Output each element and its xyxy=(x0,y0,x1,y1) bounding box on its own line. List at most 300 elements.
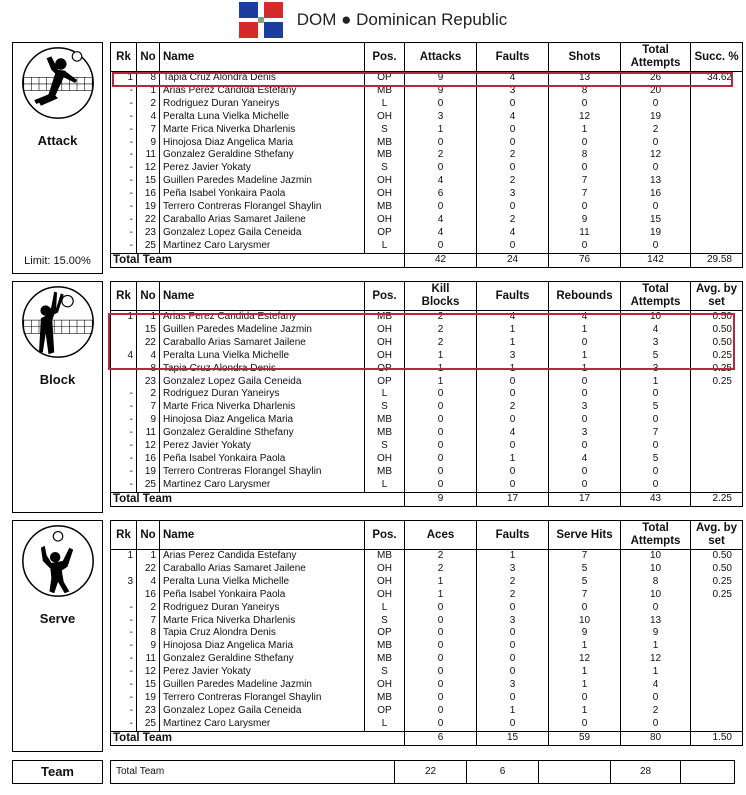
cell-no: 23 xyxy=(137,705,160,718)
cell-rk: - xyxy=(111,692,137,705)
cell-b: 1 xyxy=(477,705,549,718)
cell-b: 3 xyxy=(477,350,549,363)
cell-rk: - xyxy=(111,201,137,214)
cell-d: 15 xyxy=(621,214,691,227)
col-name: Name xyxy=(160,521,365,550)
page-header xyxy=(0,0,746,40)
cell-name: Peralta Luna Vielka Michelle xyxy=(160,350,365,363)
cell-e xyxy=(691,137,743,150)
cell-rk: 1 xyxy=(111,550,137,563)
cell-name: Rodriguez Duran Yaneirys xyxy=(160,602,365,615)
table-row xyxy=(111,201,743,214)
team-total-label: Total Team xyxy=(111,761,395,783)
cell-a: 0 xyxy=(405,414,477,427)
cell-b: 3 xyxy=(477,679,549,692)
cell-b: 0 xyxy=(477,376,549,389)
table-row xyxy=(111,124,743,137)
cell-e xyxy=(691,188,743,201)
serve-side-panel xyxy=(12,520,103,752)
cell-pos: L xyxy=(365,718,405,731)
table-row xyxy=(111,666,743,679)
cell-a: 0 xyxy=(405,718,477,731)
cell-c: 0 xyxy=(549,718,621,731)
page-title: DOM ● Dominican Republic xyxy=(296,10,508,29)
cell-no: 4 xyxy=(137,111,160,124)
cell-b: 0 xyxy=(477,124,549,137)
total-a: 42 xyxy=(405,253,477,267)
cell-no: 23 xyxy=(137,227,160,240)
cell-a: 0 xyxy=(405,615,477,628)
table-row xyxy=(111,175,743,188)
cell-name: Peralta Luna Vielka Michelle xyxy=(160,576,365,589)
table-row xyxy=(111,466,743,479)
cell-b: 0 xyxy=(477,640,549,653)
col-no: No xyxy=(137,521,160,550)
col-faults: Faults xyxy=(477,282,549,311)
cell-e: 0.25 xyxy=(712,349,732,361)
cell-e xyxy=(691,414,743,427)
team-total-a: 22 xyxy=(395,761,467,783)
cell-no: 2 xyxy=(137,602,160,615)
cell-rk xyxy=(111,324,137,337)
cell-e xyxy=(691,388,743,401)
cell-c: 7 xyxy=(549,188,621,201)
cell-c: 1 xyxy=(549,350,621,363)
cell-d: 12 xyxy=(621,149,691,162)
cell-e xyxy=(691,214,743,227)
cell-e xyxy=(691,466,743,479)
cell-pos: MB xyxy=(365,414,405,427)
table-header xyxy=(111,521,743,550)
cell-no: 16 xyxy=(137,453,160,466)
cell-no: 19 xyxy=(137,692,160,705)
cell-name: Perez Javier Yokaty xyxy=(160,666,365,679)
cell-e: 34.62 xyxy=(706,72,732,83)
cell-a: 0 xyxy=(405,479,477,492)
cell-name: Hinojosa Diaz Angelica Maria xyxy=(160,137,365,150)
cell-rk: - xyxy=(111,640,137,653)
cell-rk: - xyxy=(111,679,137,692)
total-e: 1.50 xyxy=(691,731,743,745)
cell-b: 3 xyxy=(477,85,549,98)
cell-pos: OH xyxy=(365,111,405,124)
cell-b: 0 xyxy=(477,240,549,253)
cell-b: 1 xyxy=(477,363,549,376)
cell-c: 0 xyxy=(549,201,621,214)
cell-name: Terrero Contreras Florangel Shaylin xyxy=(160,466,365,479)
cell-a: 3 xyxy=(405,111,477,124)
cell-rk: - xyxy=(111,705,137,718)
col-pos: Pos. xyxy=(365,43,405,72)
col-rk: Rk xyxy=(111,43,137,72)
cell-d: 1 xyxy=(621,640,691,653)
cell-name: Gonzalez Lopez Gaila Ceneida xyxy=(160,376,365,389)
cell-a: 0 xyxy=(405,466,477,479)
table-row xyxy=(111,149,743,162)
cell-b: 3 xyxy=(477,615,549,628)
cell-b: 0 xyxy=(477,627,549,640)
cell-rk: - xyxy=(111,162,137,175)
cell-d: 0 xyxy=(621,137,691,150)
cell-d: 19 xyxy=(621,227,691,240)
cell-a: 0 xyxy=(405,240,477,253)
cell-rk: - xyxy=(111,602,137,615)
cell-pos: OH xyxy=(365,350,405,363)
cell-name: Rodriguez Duran Yaneirys xyxy=(160,98,365,111)
table-row xyxy=(111,427,743,440)
total-d: 142 xyxy=(621,253,691,267)
cell-pos: MB xyxy=(365,149,405,162)
cell-rk: - xyxy=(111,401,137,414)
cell-name: Tapia Cruz Alondra Denis xyxy=(160,627,365,640)
cell-c: 0 xyxy=(549,692,621,705)
dominican-republic-flag-icon xyxy=(239,2,283,38)
cell-c: 8 xyxy=(549,149,621,162)
cell-d: 16 xyxy=(621,188,691,201)
cell-rk: - xyxy=(111,627,137,640)
cell-pos: S xyxy=(365,401,405,414)
volleyball-serve-icon xyxy=(20,523,96,599)
table-row xyxy=(111,550,743,563)
cell-d: 7 xyxy=(621,427,691,440)
cell-e: 0.50 xyxy=(712,336,732,348)
table-row xyxy=(111,311,743,324)
team-total-e xyxy=(681,761,734,783)
total-b: 24 xyxy=(477,253,549,267)
cell-d: 10 xyxy=(621,589,691,602)
col-avg-by-set: Avg. by set xyxy=(691,282,743,311)
cell-no: 15 xyxy=(137,679,160,692)
cell-pos: OP xyxy=(365,705,405,718)
cell-d: 0 xyxy=(621,718,691,731)
cell-b: 3 xyxy=(477,188,549,201)
cell-c: 0 xyxy=(549,337,621,350)
cell-c: 9 xyxy=(549,627,621,640)
cell-b: 1 xyxy=(477,550,549,563)
cell-no: 15 xyxy=(137,324,160,337)
cell-e xyxy=(691,427,743,440)
cell-a: 4 xyxy=(405,227,477,240)
cell-e xyxy=(691,149,743,162)
cell-no: 8 xyxy=(137,72,160,85)
table-row xyxy=(111,350,743,363)
cell-pos: OH xyxy=(365,453,405,466)
col-attacks: Attacks xyxy=(405,43,477,72)
block-label: Block xyxy=(39,372,76,387)
cell-rk: 3 xyxy=(111,576,137,589)
col-rebounds: Rebounds xyxy=(549,282,621,311)
cell-pos: L xyxy=(365,240,405,253)
cell-pos: L xyxy=(365,479,405,492)
cell-no: 22 xyxy=(137,337,160,350)
cell-name: Arias Perez Candida Estefany xyxy=(160,550,365,563)
cell-pos: MB xyxy=(365,550,405,563)
total-e: 2.25 xyxy=(691,492,743,506)
cell-a: 0 xyxy=(405,602,477,615)
col-faults: Faults xyxy=(477,43,549,72)
col-total-attempts: Total Attempts xyxy=(621,43,691,72)
table-row xyxy=(111,401,743,414)
cell-rk: - xyxy=(111,98,137,111)
cell-name: Arias Perez Candida Estefany xyxy=(160,311,365,324)
cell-d: 0 xyxy=(621,201,691,214)
col-serve-hits: Serve Hits xyxy=(549,521,621,550)
cell-a: 4 xyxy=(405,175,477,188)
cell-e xyxy=(691,615,743,628)
cell-b: 2 xyxy=(477,576,549,589)
table-row xyxy=(111,188,743,201)
cell-rk: - xyxy=(111,479,137,492)
cell-c: 1 xyxy=(549,640,621,653)
cell-d: 5 xyxy=(621,453,691,466)
cell-b: 0 xyxy=(477,718,549,731)
cell-a: 2 xyxy=(405,337,477,350)
cell-c: 5 xyxy=(549,563,621,576)
total-label: Total Team xyxy=(111,731,405,745)
cell-d: 10 xyxy=(621,550,691,563)
cell-b: 0 xyxy=(477,162,549,175)
cell-rk: - xyxy=(111,85,137,98)
attack-table xyxy=(110,42,743,268)
table-row xyxy=(111,615,743,628)
cell-pos: MB xyxy=(365,427,405,440)
cell-no: 2 xyxy=(137,98,160,111)
cell-pos: L xyxy=(365,98,405,111)
col-total-attempts: Total Attempts xyxy=(621,521,691,550)
cell-name: Arias Perez Candida Estefany xyxy=(160,85,365,98)
cell-a: 0 xyxy=(405,453,477,466)
cell-c: 9 xyxy=(549,214,621,227)
cell-d: 1 xyxy=(621,666,691,679)
table-row xyxy=(111,718,743,731)
cell-b: 4 xyxy=(477,227,549,240)
total-c: 59 xyxy=(549,731,621,745)
cell-rk: - xyxy=(111,466,137,479)
col-rk: Rk xyxy=(111,521,137,550)
col-no: No xyxy=(137,282,160,311)
cell-no: 25 xyxy=(137,718,160,731)
cell-rk: - xyxy=(111,414,137,427)
cell-b: 0 xyxy=(477,653,549,666)
team-label: Team xyxy=(12,760,103,784)
cell-a: 2 xyxy=(405,149,477,162)
cell-a: 2 xyxy=(405,324,477,337)
cell-rk xyxy=(111,563,137,576)
cell-name: Gonzalez Lopez Gaila Ceneida xyxy=(160,705,365,718)
cell-e xyxy=(691,666,743,679)
serve-label: Serve xyxy=(39,611,76,626)
cell-b: 4 xyxy=(477,111,549,124)
table-header xyxy=(111,282,743,311)
volleyball-block-icon xyxy=(20,284,96,360)
cell-rk: - xyxy=(111,440,137,453)
cell-pos: MB xyxy=(365,137,405,150)
table-row xyxy=(111,479,743,492)
cell-rk xyxy=(111,337,137,350)
cell-b: 0 xyxy=(477,440,549,453)
cell-pos: OP xyxy=(365,227,405,240)
cell-name: Marte Frica Niverka Dharlenis xyxy=(160,401,365,414)
cell-pos: OH xyxy=(365,563,405,576)
cell-pos: OH xyxy=(365,324,405,337)
cell-no: 1 xyxy=(137,85,160,98)
cell-e xyxy=(691,111,743,124)
total-row xyxy=(111,492,743,506)
cell-d: 0 xyxy=(621,388,691,401)
team-summary-row xyxy=(0,760,746,784)
cell-e xyxy=(691,240,743,253)
col-shots: Shots xyxy=(549,43,621,72)
cell-rk: - xyxy=(111,214,137,227)
cell-d: 12 xyxy=(621,653,691,666)
cell-a: 1 xyxy=(405,376,477,389)
cell-b: 0 xyxy=(477,479,549,492)
total-row xyxy=(111,731,743,745)
cell-a: 0 xyxy=(405,653,477,666)
cell-e xyxy=(691,640,743,653)
cell-pos: S xyxy=(365,440,405,453)
cell-b: 3 xyxy=(477,563,549,576)
attack-label: Attack xyxy=(37,133,78,148)
cell-pos: OH xyxy=(365,679,405,692)
cell-rk: - xyxy=(111,149,137,162)
table-row xyxy=(111,414,743,427)
cell-rk: - xyxy=(111,427,137,440)
cell-c: 0 xyxy=(549,466,621,479)
cell-b: 1 xyxy=(477,453,549,466)
cell-b: 4 xyxy=(477,72,549,85)
cell-name: Perez Javier Yokaty xyxy=(160,162,365,175)
cell-pos: S xyxy=(365,162,405,175)
cell-d: 3 xyxy=(621,337,691,350)
cell-rk: - xyxy=(111,666,137,679)
cell-rk: - xyxy=(111,227,137,240)
table-row xyxy=(111,576,743,589)
col-no: No xyxy=(137,43,160,72)
cell-name: Martinez Caro Larysmer xyxy=(160,479,365,492)
cell-no: 9 xyxy=(137,640,160,653)
cell-d: 0 xyxy=(621,98,691,111)
cell-rk xyxy=(111,363,137,376)
cell-rk: - xyxy=(111,124,137,137)
cell-a: 0 xyxy=(405,98,477,111)
table-row xyxy=(111,162,743,175)
col-pos: Pos. xyxy=(365,282,405,311)
cell-no: 2 xyxy=(137,388,160,401)
cell-no: 23 xyxy=(137,376,160,389)
cell-b: 0 xyxy=(477,388,549,401)
cell-d: 0 xyxy=(621,479,691,492)
cell-a: 1 xyxy=(405,589,477,602)
cell-e xyxy=(691,201,743,214)
cell-no: 22 xyxy=(137,214,160,227)
cell-b: 2 xyxy=(477,589,549,602)
team-total-c xyxy=(539,761,611,783)
cell-name: Guillen Paredes Madeline Jazmin xyxy=(160,324,365,337)
cell-rk: - xyxy=(111,453,137,466)
cell-no: 4 xyxy=(137,576,160,589)
cell-no: 25 xyxy=(137,240,160,253)
cell-b: 0 xyxy=(477,466,549,479)
cell-name: Caraballo Arias Samaret Jailene xyxy=(160,563,365,576)
cell-b: 0 xyxy=(477,98,549,111)
cell-pos: OH xyxy=(365,214,405,227)
cell-d: 8 xyxy=(621,576,691,589)
table-row xyxy=(111,705,743,718)
serve-section xyxy=(0,520,746,752)
cell-e: 0.25 xyxy=(712,575,732,587)
cell-name: Terrero Contreras Florangel Shaylin xyxy=(160,692,365,705)
cell-name: Peña Isabel Yonkaira Paola xyxy=(160,589,365,602)
cell-c: 0 xyxy=(549,240,621,253)
table-row xyxy=(111,679,743,692)
total-a: 9 xyxy=(405,492,477,506)
cell-e: 0.50 xyxy=(712,311,732,322)
cell-d: 0 xyxy=(621,240,691,253)
cell-name: Peralta Luna Vielka Michelle xyxy=(160,111,365,124)
cell-a: 1 xyxy=(405,363,477,376)
cell-pos: MB xyxy=(365,466,405,479)
table-row xyxy=(111,627,743,640)
cell-c: 0 xyxy=(549,440,621,453)
cell-c: 13 xyxy=(549,72,621,85)
cell-pos: S xyxy=(365,124,405,137)
cell-d: 0 xyxy=(621,440,691,453)
cell-pos: OP xyxy=(365,627,405,640)
table-row xyxy=(111,653,743,666)
table-header xyxy=(111,43,743,72)
cell-pos: MB xyxy=(365,201,405,214)
team-total-b: 6 xyxy=(467,761,539,783)
cell-a: 0 xyxy=(405,666,477,679)
col-aces: Aces xyxy=(405,521,477,550)
cell-b: 2 xyxy=(477,175,549,188)
table-row xyxy=(111,98,743,111)
cell-b: 0 xyxy=(477,201,549,214)
cell-d: 26 xyxy=(621,72,691,85)
table-row xyxy=(111,589,743,602)
cell-name: Peña Isabel Yonkaira Paola xyxy=(160,188,365,201)
table-row xyxy=(111,563,743,576)
cell-a: 0 xyxy=(405,427,477,440)
cell-rk: - xyxy=(111,175,137,188)
total-b: 17 xyxy=(477,492,549,506)
table-row xyxy=(111,602,743,615)
cell-pos: OH xyxy=(365,175,405,188)
cell-c: 11 xyxy=(549,227,621,240)
cell-rk: - xyxy=(111,718,137,731)
cell-name: Caraballo Arias Samaret Jailene xyxy=(160,214,365,227)
cell-d: 10 xyxy=(621,563,691,576)
cell-d: 3 xyxy=(621,363,691,376)
cell-d: 0 xyxy=(621,466,691,479)
cell-c: 1 xyxy=(549,679,621,692)
cell-e: 0.50 xyxy=(712,323,732,335)
cell-b: 4 xyxy=(477,311,549,324)
cell-pos: S xyxy=(365,615,405,628)
cell-no: 8 xyxy=(137,363,160,376)
cell-c: 0 xyxy=(549,162,621,175)
cell-no: 15 xyxy=(137,175,160,188)
cell-e: 0.50 xyxy=(712,550,732,561)
table-row xyxy=(111,214,743,227)
cell-a: 9 xyxy=(405,85,477,98)
cell-name: Gonzalez Geraldine Sthefany xyxy=(160,149,365,162)
cell-no: 11 xyxy=(137,427,160,440)
col-success-pct: Succ. % xyxy=(691,43,743,72)
attack-limit: Limit: 15.00% xyxy=(24,255,91,267)
cell-rk xyxy=(111,589,137,602)
